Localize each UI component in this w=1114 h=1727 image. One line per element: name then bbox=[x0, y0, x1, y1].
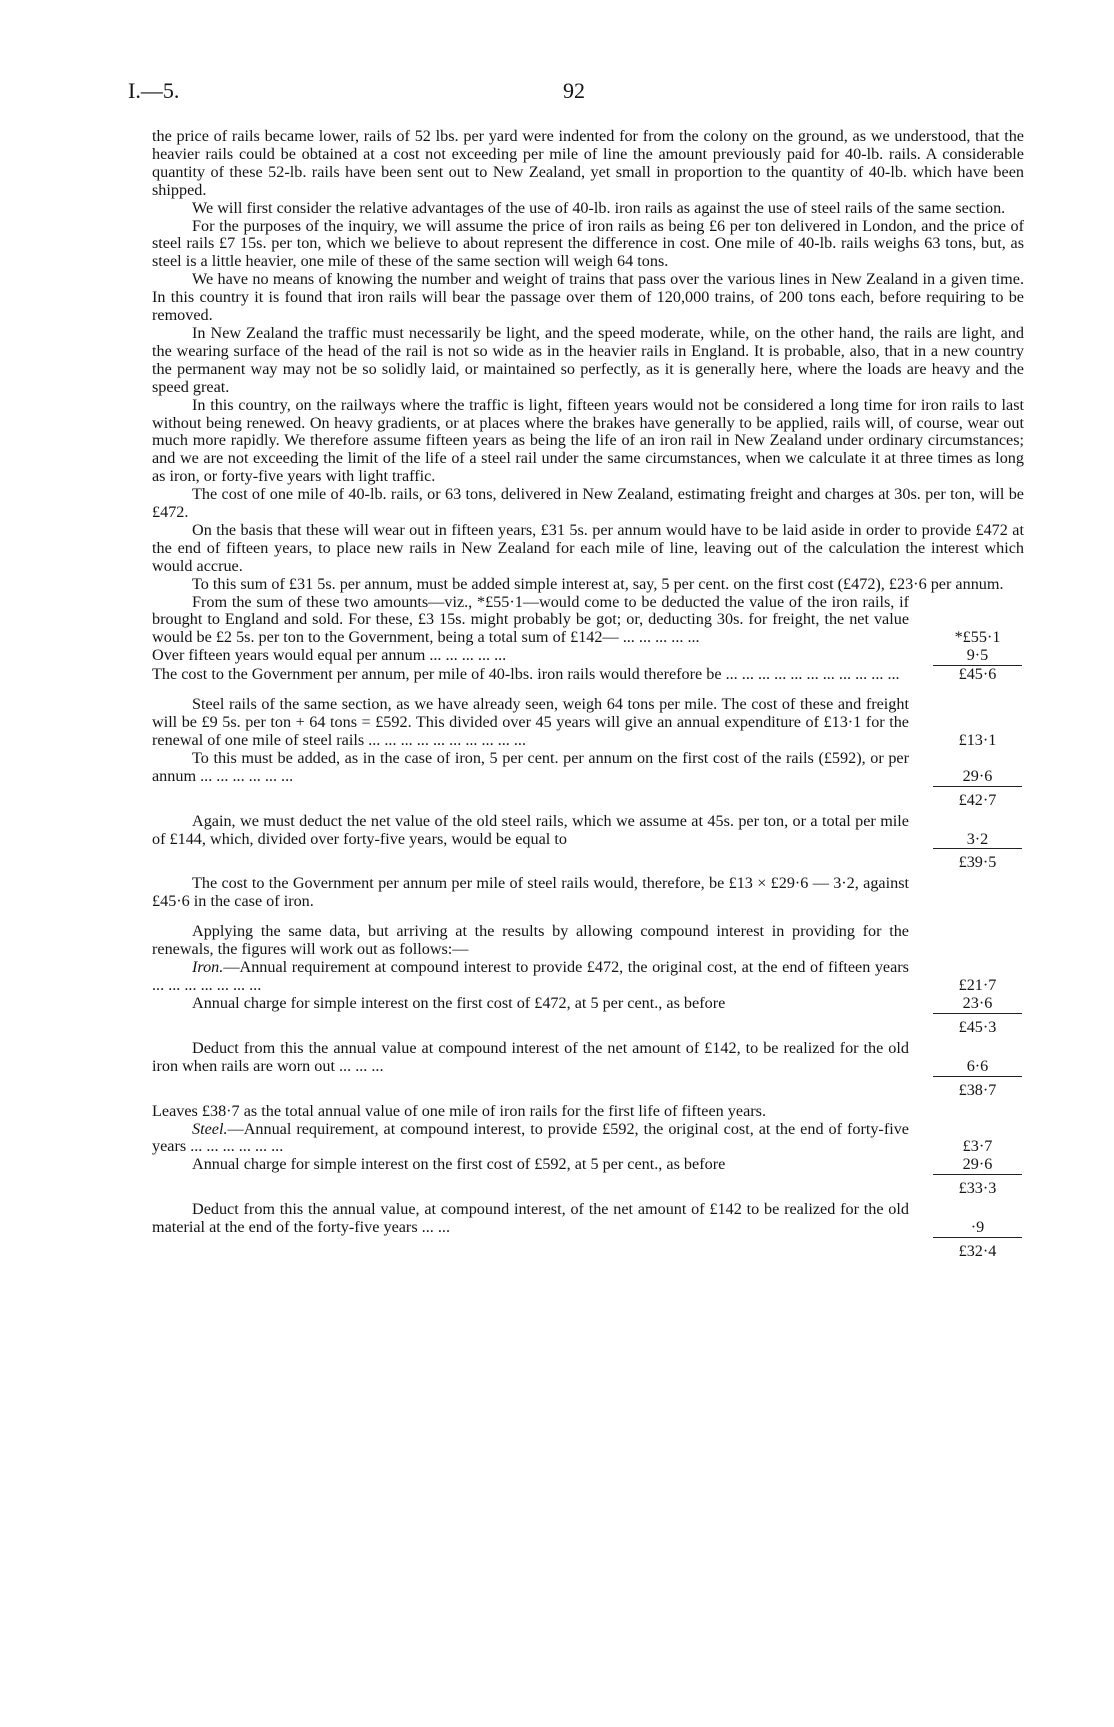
steel-calc-row bbox=[152, 813, 1024, 849]
calc-text: Deduct from this the annual value at compound interest of the net amount of £142, to be realized for the old iron when rails are worn out ... ... ... bbox=[152, 1038, 909, 1075]
compound-intro-row bbox=[152, 923, 1024, 959]
calc-value: 23·6 bbox=[962, 993, 993, 1012]
calc-value: £3·7 bbox=[962, 1137, 993, 1156]
steel-calc-row bbox=[152, 696, 1024, 750]
calc-text: Deduct from this the annual value, at compound interest, of the net amount of £142 to be realized for the old material at the end of the forty-five years ... ... bbox=[152, 1200, 909, 1237]
paragraph: We have no means of knowing the number and weight of trains that pass over the various lines in New Zealand in a given time. In this country it is found that iron rails will bear the passage over them of 120,000 trains, of 200 tons each, before requiring to be removed. bbox=[152, 270, 1024, 325]
calc-value: 3·2 bbox=[966, 829, 989, 848]
calc-value: £21·7 bbox=[958, 975, 997, 994]
calc-subtotal: £33·3 bbox=[958, 1179, 997, 1198]
calc-value: 29·6 bbox=[962, 1155, 993, 1174]
calc-text bbox=[152, 1121, 909, 1157]
steel-conclusion-row bbox=[152, 875, 1024, 911]
document-body bbox=[152, 128, 1024, 1264]
calc-text: Annual charge for simple interest on the first cost of £472, at 5 per cent., as before bbox=[192, 993, 726, 1012]
page-number: 92 bbox=[563, 78, 585, 103]
calc-total: £45·6 bbox=[958, 665, 997, 684]
compound-steel-row bbox=[152, 1121, 1024, 1157]
calc-text: From the sum of these two amounts—viz., *£55·1—would come to be deducted the value of the iron rails, if brought to England and sold. For these, £3 15s. might probably be got; or, deducting 30s. for freight, the net value would be £2 5s. per ton to the Government, being a total sum of £142— ... ... ... ... ... bbox=[152, 592, 909, 647]
paragraph: The cost of one mile of 40-lb. rails, or 63 tons, delivered in New Zealand, estimating freight and charges at 30s. per ton, will be £472. bbox=[152, 485, 1024, 522]
paragraph: On the basis that these will wear out in fifteen years, £31 5s. per annum would have to be laid aside in order to provide £472 at the end of fifteen years, to place new rails in New Zealand for each mile of line, leaving out of the calculation the interest which would accrue. bbox=[152, 520, 1024, 575]
compound-iron-conclusion-row bbox=[152, 1103, 1024, 1121]
paragraph: In this country, on the railways where the traffic is light, fifteen years would not be considered a long time for iron rails to last without being renewed. On heavy gradients, or at places where the brakes have generally to be applied, rails will, of course, wear out much more rapidly. We therefore assume fifteen years as being the life of an iron rail in New Zealand under ordinary circumstances; and we are not exceeding the limit of the life of a steel rail under the same circumstances, when we calculate it at three times as long as iron, or forty-five years with light traffic. bbox=[152, 395, 1024, 486]
iron-calc-row bbox=[152, 594, 1024, 648]
calc-text-rest: —Annual requirement at compound interest to provide £472, the original cost, at the end of fifteen years ... ... ... ... ... ... ... bbox=[152, 958, 909, 994]
compound-iron-row bbox=[152, 1040, 1024, 1076]
calc-text: Again, we must deduct the net value of the old steel rails, which we assume at 45s. per ton, or a total per mile of £144, which, divided over forty-five years, would be equal to bbox=[152, 811, 909, 848]
calc-text bbox=[152, 959, 909, 995]
calc-value: *£55·1 bbox=[954, 628, 1001, 647]
paragraph: the price of rails became lower, rails of 52 lbs. per yard were indented for from the colony on the ground, as we understood, that the heavier rails could be obtained at a cost not exceeding per mile of line the amount previously paid for 40-lb. rails. A considerable quantity of these 52-lb. rails have been sent out to New Zealand, yet small in proportion to the quantity of 40-lb. which have been shipped. bbox=[152, 127, 1024, 199]
compound-iron-row bbox=[152, 959, 1024, 995]
paragraph: We will first consider the relative advantages of the use of 40-lb. iron rails as against the use of steel rails of the same section. bbox=[192, 198, 1006, 217]
compound-steel-row bbox=[152, 1201, 1024, 1237]
calc-conclusion: Leaves £38·7 as the total annual value of one mile of iron rails for the first life of fifteen years. bbox=[152, 1101, 767, 1120]
calc-total: £32·4 bbox=[958, 1242, 997, 1261]
iron-calc-row bbox=[152, 666, 1024, 684]
calc-value: ·9 bbox=[970, 1218, 985, 1237]
iron-calc-row bbox=[152, 647, 1024, 665]
paragraph: To this sum of £31 5s. per annum, must be added simple interest at, say, 5 per cent. on the first cost (£472), £23·6 per annum. bbox=[192, 574, 1004, 593]
calc-total: £39·5 bbox=[958, 853, 997, 872]
calc-subtotal: £45·3 bbox=[958, 1017, 997, 1036]
page-header bbox=[128, 78, 1008, 108]
iron-label: Iron. bbox=[192, 958, 224, 977]
calc-subtotal: £42·7 bbox=[958, 790, 997, 809]
calc-total: £38·7 bbox=[958, 1080, 997, 1099]
compound-steel-row bbox=[152, 1156, 1024, 1174]
steel-label: Steel. bbox=[192, 1119, 228, 1138]
calc-text: To this must be added, as in the case of iron, 5 per cent. per annum on the first cost of the rails (£592), or per annum ... ... ... ... ... ... bbox=[152, 748, 909, 785]
calc-value: £13·1 bbox=[958, 730, 997, 749]
steel-calc-row bbox=[152, 750, 1024, 786]
compound-intro: Applying the same data, but arriving at the results by allowing compound interest in providing for the renewals, the figures will work out as follows:— bbox=[152, 922, 909, 959]
calc-conclusion: The cost to the Government per annum per mile of steel rails would, therefore, be £13 × £29·6 — 3·2, against £45·6 in the case of iron. bbox=[152, 874, 909, 911]
compound-iron-row bbox=[152, 995, 1024, 1013]
calc-value: 29·6 bbox=[962, 766, 993, 785]
calc-value: 9·5 bbox=[966, 646, 989, 665]
calc-text: Annual charge for simple interest on the first cost of £592, at 5 per cent., as before bbox=[192, 1155, 726, 1174]
calc-value: 6·6 bbox=[966, 1056, 989, 1075]
paragraph: For the purposes of the inquiry, we will assume the price of iron rails as being £6 per ton delivered in London, and the price of steel rails £7 15s. per ton, which we believe to about represent the difference in cost. One mile of 40-lb. rails weighs 63 tons, but, as steel is a little heavier, one mile of these of the same section will weigh 64 tons. bbox=[152, 216, 1024, 271]
calc-text: Over fifteen years would equal per annum ... ... ... ... ... bbox=[152, 646, 507, 665]
calc-text: Steel rails of the same section, as we have already seen, weigh 64 tons per mile. The cost of these and freight will be £9 5s. per ton + 64 tons = £592. This divided over 45 years will give an annual expenditure of £13·1 for the renewal of one mile of steel rails ... ... ... ... ... ... ... ... ... ... bbox=[152, 695, 909, 749]
document-reference: I.—5. bbox=[128, 78, 180, 103]
paragraph: In New Zealand the traffic must necessarily be light, and the speed moderate, while, on the other hand, the rails are light, and the wearing surface of the head of the rail is not so wide as in the heavier rails in England. It is probable, also, that in a new country the permanent way may not be so solidly laid, or maintained so perfectly, as it is generally here, where the loads are heavy and the speed great. bbox=[152, 323, 1024, 396]
calc-text: The cost to the Government per annum, per mile of 40-lbs. iron rails would therefore be ... ... ... ... ... ... ... ... ... ... ... bbox=[152, 665, 900, 684]
calc-text-rest: —Annual requirement, at compound interest, to provide £592, the original cost, at the end of forty-five years ... ... ... ... ... ... bbox=[152, 1119, 909, 1156]
